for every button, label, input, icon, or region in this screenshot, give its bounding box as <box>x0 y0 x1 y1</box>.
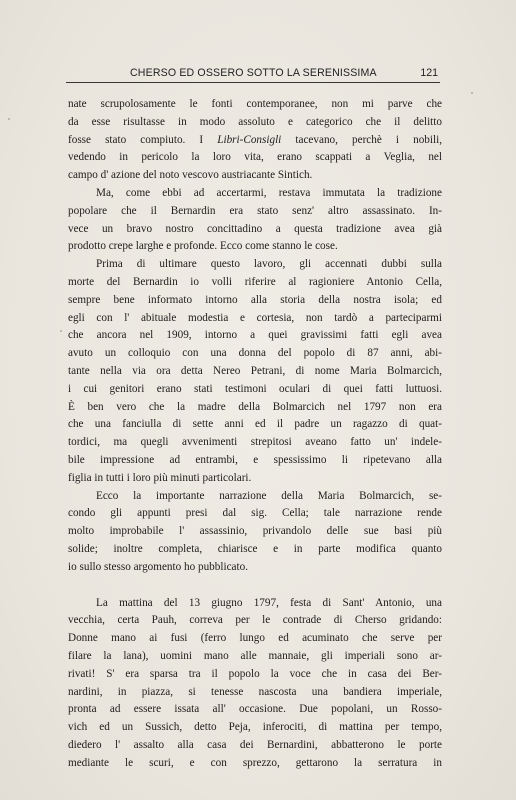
page-header <box>66 64 440 83</box>
italic-title: Libri-Consigli <box>217 133 282 146</box>
text-line: solide; inoltre completa, chiarisce e in parte modifica quanto <box>68 542 442 555</box>
text-line: vecchia, certa Pauh, correva per le contrade di Cherso gridando: <box>68 614 442 627</box>
text-line: figlia in tutti i loro più minuti particolari. <box>68 471 252 484</box>
paper-speck <box>60 330 62 332</box>
text-line: campo d' azione del noto vescovo austriacante Sintich. <box>68 169 313 182</box>
paper-speck <box>471 92 473 94</box>
paragraph-gap <box>68 577 442 595</box>
text-line: vece un bravo nostro concittadino a questa tradizione avea già <box>68 222 442 235</box>
text-line: rivati! S' era sparsa tra il popolo la voce che in casa dei Ber- <box>68 667 442 680</box>
running-title: CHERSO ED OSSERO SOTTO LA SERENISSIMA <box>130 67 377 79</box>
text-line: pronta ad essere issata all' occasione. Due popolani, un Rosso- <box>68 703 442 716</box>
text-line: i cui genitori erano stati testimoni oculari di quei fatti luttuosi. <box>68 382 442 395</box>
text-line: egli con l' abituale modestia e cortesia, non tardò a parteciparmi <box>68 311 442 324</box>
text-line: La mattina del 13 giugno 1797, festa di Sant' Antonio, una <box>96 596 442 609</box>
text-line: morte del Bernardin io volli riferire al ragioniere Antonio Cella, <box>68 275 442 288</box>
text-line: fosse stato compiuto. I Libri-Consigli tacevano, perchè i nobili, <box>68 133 442 146</box>
text-line: che una fanciulla di sette anni ed il padre un ragazzo di quat- <box>68 418 442 431</box>
paper-speck <box>8 118 10 120</box>
text-line: bile impressione ad entrambi, e spessissimo li ripetevano alla <box>68 453 442 466</box>
text-line: Prima di ultimare questo lavoro, gli accennati dubbi sulla <box>96 258 442 271</box>
text-line: tordici, ma quegli avvenimenti strepitosi aveano fatto un' indele- <box>68 436 442 449</box>
text-line: io sullo stesso argomento ho pubblicato. <box>68 560 249 573</box>
text-line: molto improbabile l' assassinio, privandolo delle sue basi più <box>68 525 442 538</box>
text-line: filare la lana), uomini mano alle mannaie, gli imperiali sono ar- <box>68 649 442 662</box>
text-line: vich ed un Sussich, detto Peja, inferociti, di mattina per tempo, <box>68 721 442 734</box>
text-line: popolare che il Bernardin era stato senz' altro assassinato. In- <box>68 204 442 217</box>
text-line: Ma, come ebbi ad accertarmi, restava immutata la tradizione <box>96 186 442 199</box>
text-line: che ancora nel 1909, intorno a quei gravissimi fatti egli avea <box>68 329 442 342</box>
text-line: vedendo in pericolo la loro vita, erano scappati a Veglia, nel <box>68 151 442 164</box>
text-line: diedero l' assalto alla casa dei Bernardini, abbatterono le porte <box>68 738 442 751</box>
text-line: condo gli appunti presi dal sig. Cella; tale narrazione rende <box>68 507 442 520</box>
text-line: nardini, in piazza, si tenesse nascosta una bandiera imperiale, <box>68 685 442 698</box>
text-line: sempre bene informato intorno alla storia della nostra isola; ed <box>68 293 442 306</box>
page-number: 121 <box>420 67 438 79</box>
text-line: prodotto crepe larghe e profonde. Ecco come stanno le cose. <box>68 240 338 253</box>
body-text <box>68 96 442 772</box>
text-line: nate scrupolosamente le fonti contemporanee, non mi parve che <box>68 98 442 110</box>
text-line: da esse risultasse in modo assoluto e categorico che il delitto <box>68 115 442 128</box>
text-line: Ecco la importante narrazione della Maria Bolmarcich, se- <box>96 489 442 502</box>
text-line: È ben vero che la madre della Bolmarcich nel 1797 non era <box>68 400 442 413</box>
text-line: mediante le scuri, e con sprezzo, gettarono la serratura in <box>68 756 442 769</box>
text-line: tante nella via ora detta Nereo Petrani, di nome Maria Bolmarcich, <box>68 364 442 377</box>
text-line: Donne mano ai fusi (ferro lungo ed acuminato che serve per <box>68 632 442 645</box>
text-line: avuto un colloquio con una donna del popolo di 87 anni, abi- <box>68 347 442 360</box>
